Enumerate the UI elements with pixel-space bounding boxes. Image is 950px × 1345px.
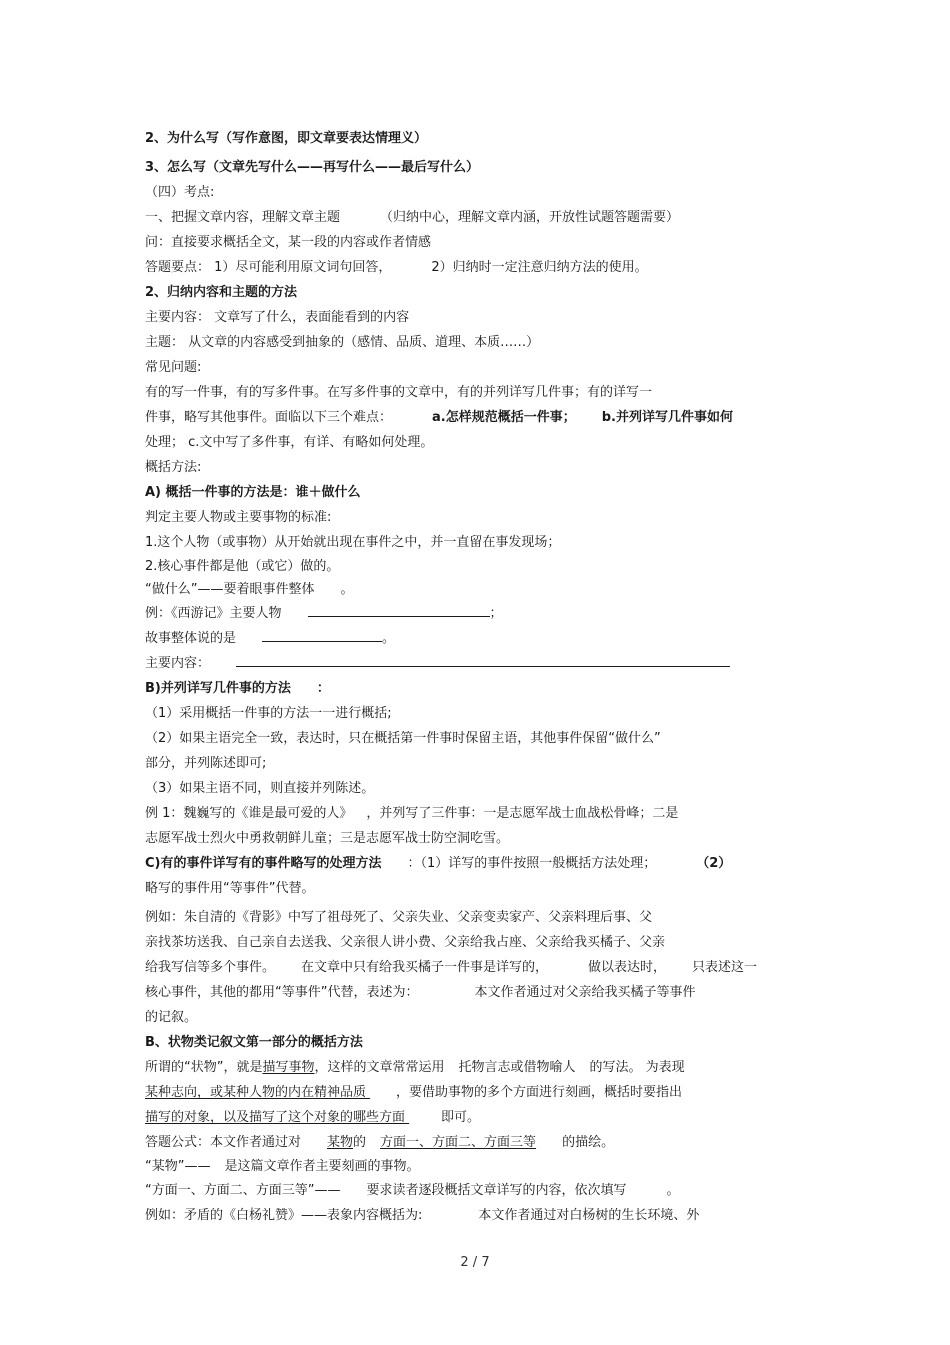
fill-in-main-content: 主要内容： <box>145 651 815 676</box>
document-body <box>145 126 815 1228</box>
text-line: 答题要点： 1）尽可能利用原文词句回答， 2）归纳时一定注意归纳方法的使用。 <box>145 260 648 275</box>
text-line: 例 1：魏巍写的《谁是最可爱的人》 ，并列写了三件事：一是志愿军战士血战松骨峰；二是 <box>145 806 679 821</box>
text-line: 判定主要人物或主要事物的标准: <box>145 510 332 525</box>
text-line: “某物”—— 是这篇文章作者主要刻画的事物。 <box>145 1159 420 1174</box>
heading-how-write: 3、怎么写（文章先写什么——再写什么——最后写什么） <box>145 160 480 175</box>
text-line: 描写的对象，以及描写了这个对象的哪些方面 即可。 <box>145 1110 481 1125</box>
text-line: “做什么”——要着眼事件整体 。 <box>145 582 354 597</box>
answer-blank[interactable] <box>236 653 730 667</box>
text-line: 部分，并列陈述即可; <box>145 756 267 771</box>
text-line: 例如：矛盾的《白杨礼赞》——表象内容概括为: 本文作者通过对白杨树的生长环境、外 <box>145 1208 700 1223</box>
text-line: （3）如果主语不同，则直接并列陈述。 <box>145 781 375 796</box>
heading-method-a: A) 概括一件事的方法是：谁＋做什么 <box>145 485 361 500</box>
text-line: 件事，略写其他事件。面临以下三个难点： a.怎样规范概括一件事； b.并列详写几件事如何 <box>145 410 733 425</box>
text-line: 志愿军战士烈火中勇救朝鲜儿童；三是志愿军战士防空洞吃雪。 <box>145 831 510 846</box>
text-line: （四）考点: <box>145 185 215 200</box>
text-line: 2.核心事件都是他（或它）做的。 <box>145 559 340 574</box>
text-line: （1）采用概括一件事的方法一一进行概括; <box>145 706 392 721</box>
fill-in-story-summary: 故事整体说的是 。 <box>145 626 815 651</box>
text-line: 一、把握文章内容，理解文章主题 （归纳中心，理解文章内涵，开放性试题答题需要） <box>145 210 680 225</box>
text-line: 1.这个人物（或事物）从开始就出现在事件之中，并一直留在事发现场； <box>145 535 561 550</box>
answer-blank[interactable] <box>308 603 490 617</box>
text-line: 某种志向，或某种人物的内在精神品质 ，要借助事物的多个方面进行刻画，概括时要指出 <box>145 1085 683 1100</box>
text-line: 常见问题: <box>145 360 202 375</box>
text-line: 处理； c.文中写了多件事，有详、有略如何处理。 <box>145 435 434 450</box>
heading-why-write: 2、为什么写（写作意图，即文章要表达情理义） <box>145 131 428 146</box>
text-line: 问：直接要求概括全文，某一段的内容或作者情感 <box>145 235 432 250</box>
answer-blank[interactable] <box>262 628 382 642</box>
text-line: 主题： 从文章的内容感受到抽象的（感情、品质、道理、本质……） <box>145 335 540 350</box>
text-line: （2）如果主语完全一致，表达时，只在概括第一件事时保留主语，其他事件保留“做什么” <box>145 731 661 746</box>
text-line: 例如：朱自清的《背影》中写了祖母死了、父亲失业、父亲变卖家产、父亲料理后事、父 <box>145 910 653 925</box>
heading-method-b: B)并列详写几件事的方法 ： <box>145 681 330 696</box>
text-line: 核心事件，其他的都用“等事件”代替，表述为： 本文作者通过对父亲给我买橘子等事件 <box>145 985 696 1000</box>
text-line: 略写的事件用“等事件”代替。 <box>145 881 315 896</box>
heading-section-b: B、状物类记叙文第一部分的概括方法 <box>145 1035 363 1050</box>
text-line: 给我写信等多个事件。 在文章中只有给我买橘子一件事是详写的， 做以表达时， 只表述这一 <box>145 960 758 975</box>
text-line: 所谓的“状物”，就是描写事物，这样的文章常常运用 托物言志或借物喻人 的写法。 为表现 <box>145 1060 685 1075</box>
page-number: 2 / 7 <box>460 1255 490 1270</box>
text-line: 有的写一件事，有的写多件事。在写多件事的文章中，有的并列详写几件事；有的详写一 <box>145 385 653 400</box>
text-line: 主要内容： 文章写了什么，表面能看到的内容 <box>145 310 410 325</box>
fill-in-main-character: 例：《西游记》主要人物 ； <box>145 601 815 626</box>
answer-formula: 答题公式：本文作者通过对 某物的 方面一、方面二、方面三等 的描绘。 <box>145 1135 615 1150</box>
text-line: 概括方法: <box>145 460 202 475</box>
heading-summary-method: 2、归纳内容和主题的方法 <box>145 285 298 300</box>
text-line: 亲找茶坊送我、自己亲自去送我、父亲很人讲小费、父亲给我占座、父亲给我买橘子、父亲 <box>145 935 666 950</box>
text-line: “方面一、方面二、方面三等”—— 要求读者逐段概括文章详写的内容，依次填写 。 <box>145 1183 680 1198</box>
heading-method-c: C)有的事件详写有的事件略写的处理方法 ：（1）详写的事件按照一般概括方法处理； （2） <box>145 856 732 871</box>
text-line: 的记叙。 <box>145 1010 198 1025</box>
